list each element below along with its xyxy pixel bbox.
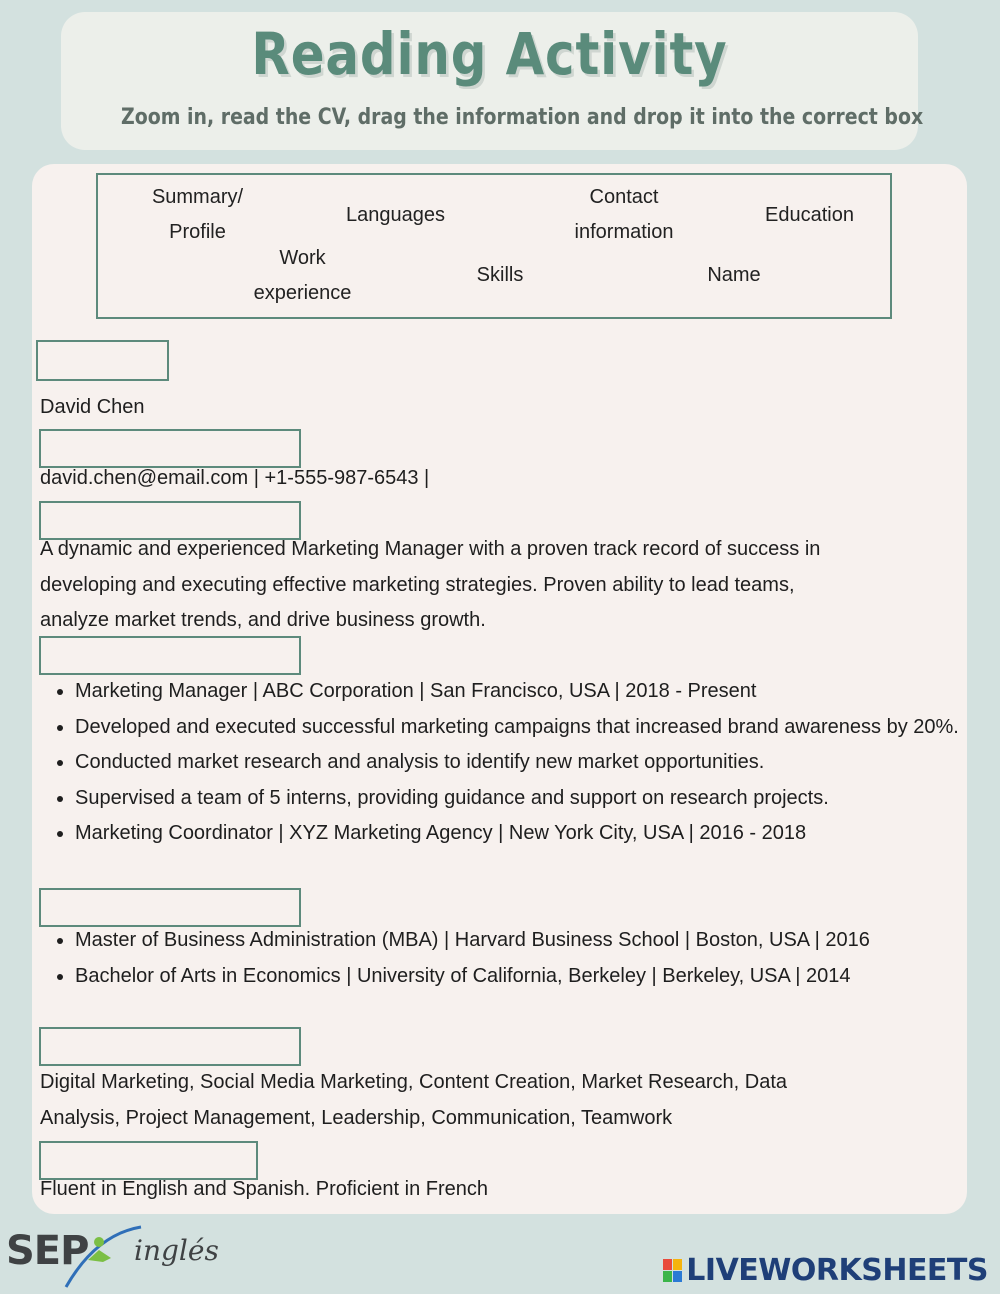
chip-contact-line1: Contact [589, 186, 659, 208]
chip-work-line2: experience [253, 282, 352, 304]
chip-work-experience[interactable] [240, 241, 365, 311]
drop-box-education[interactable] [39, 888, 301, 927]
list-item: • Supervised a team of 5 interns, providing guidance and support on research projects. [75, 781, 980, 817]
cv-summary-line: analyze market trends, and drive business growth. [40, 609, 486, 631]
list-item: • Conducted market research and analysis to identify new market opportunities. [75, 745, 980, 781]
drop-box-name[interactable] [36, 340, 169, 381]
cv-education-list [40, 923, 980, 994]
cv-summary-line: A dynamic and experienced Marketing Manager with a proven track record of success in [40, 538, 821, 560]
drop-box-skills[interactable] [39, 1027, 301, 1066]
instructions: Zoom in, read the CV, drag the information and drop it into the correct box [120, 105, 924, 130]
list-item: • Marketing Coordinator | XYZ Marketing Agency | New York City, USA | 2016 - 2018 [75, 816, 980, 852]
sep-logo-text: SEP [6, 1228, 89, 1274]
liveworksheets-logo [663, 1253, 988, 1287]
liveworksheets-squares-icon [663, 1259, 683, 1283]
sep-logo-suffix: inglés [134, 1234, 219, 1267]
drop-box-work-experience[interactable] [39, 636, 301, 675]
list-item: • Marketing Manager | ABC Corporation | San Francisco, USA | 2018 - Present [75, 674, 980, 710]
page-title: Reading Activity [251, 20, 728, 88]
chip-contact-information[interactable] [555, 180, 693, 250]
list-item: • Master of Business Administration (MBA) | Harvard Business School | Boston, USA | 2016 [75, 923, 980, 959]
cv-skills-line: Analysis, Project Management, Leadership, Communication, Teamwork [40, 1106, 673, 1129]
chip-name[interactable]: Name [707, 264, 761, 286]
cv-skills [40, 1065, 787, 1136]
list-item: • Developed and executed successful marketing campaigns that increased brand awareness by 20%. [75, 710, 980, 746]
chip-education[interactable]: Education [765, 204, 854, 226]
cv-summary [40, 532, 820, 639]
liveworksheets-text: LIVEWORKSHEETS [686, 1253, 988, 1288]
cv-contact: david.chen@email.com | +1-555-987-6543 | [40, 467, 430, 489]
chip-contact-line2: information [574, 221, 674, 243]
cv-work-list [40, 674, 980, 852]
chip-summary-line1: Summary/ [151, 186, 244, 208]
chip-work-line1: Work [279, 247, 326, 269]
sep-ingles-logo [6, 1222, 219, 1282]
cv-skills-line: Digital Marketing, Social Media Marketing, Content Creation, Market Research, Data [40, 1071, 787, 1093]
cv-name: David Chen [40, 396, 145, 418]
chip-languages[interactable]: Languages [346, 204, 445, 226]
header-card [61, 12, 924, 150]
chip-summary-profile[interactable] [140, 180, 255, 250]
cv-summary-line: developing and executing effective marketing strategies. Proven ability to lead teams, [40, 573, 795, 596]
chip-summary-line2: Profile [169, 221, 226, 243]
chip-skills[interactable]: Skills [476, 264, 524, 286]
list-item: • Bachelor of Arts in Economics | University of California, Berkeley | Berkeley, USA | 2014 [75, 959, 980, 995]
person-swirl-icon [56, 1222, 146, 1292]
cv-languages: Fluent in English and Spanish. Proficient in French [40, 1178, 489, 1200]
